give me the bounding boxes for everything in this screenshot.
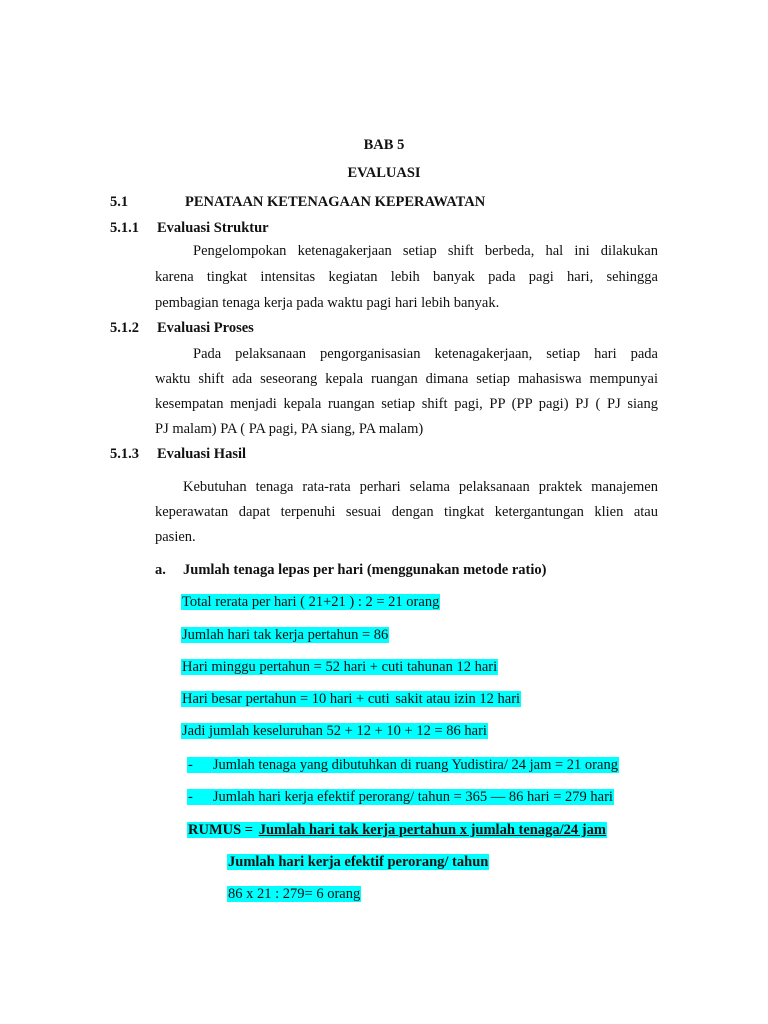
- calc-line: [181, 691, 521, 708]
- paragraph-line: kesempatan menjadi kepala ruangan setiap shift pagi, PP (PP pagi) PJ ( PJ siang: [155, 396, 658, 412]
- section-title: PENATAAN KETENAGAAN KEPERAWATAN: [185, 194, 486, 210]
- dash-bullet: -: [187, 789, 203, 805]
- highlighted-text: Total rerata per hari ( 21+21 ) : 2 = 21 orang: [182, 594, 440, 610]
- paragraph-line: pasien.: [155, 529, 196, 545]
- paragraph-line: karena tingkat intensitas kegiatan lebih banyak pada pagi hari, sehingga: [155, 269, 658, 285]
- calc-line: [181, 659, 498, 676]
- highlighted-text: sakit atau izin 12 hari: [395, 691, 521, 707]
- formula-denominator-line: [227, 854, 489, 871]
- formula-label: RUMUS =: [188, 822, 257, 838]
- highlighted-text: Hari besar pertahun = 10 hari + cuti: [182, 691, 394, 707]
- paragraph-line: Pada pelaksanaan pengorganisasian ketenagakerjaan, setiap hari pada: [193, 346, 658, 362]
- subsection-3-title: Evaluasi Hasil: [157, 446, 247, 462]
- formula-result: 86 x 21 : 279= 6 orang: [228, 886, 361, 902]
- paragraph-line: waktu shift ada seseorang kepala ruangan dimana setiap mahasiswa mempunyai: [155, 371, 658, 387]
- formula-line: [187, 822, 607, 839]
- bullet-line: [187, 757, 619, 774]
- list-marker: a.: [155, 562, 166, 578]
- highlighted-text: Jumlah hari tak kerja pertahun = 86: [182, 627, 389, 643]
- paragraph-line: keperawatan dapat terpenuhi sesuai dengan tingkat ketergantungan klien atau: [155, 504, 658, 520]
- paragraph-line: Pengelompokan ketenagakerjaan setiap shift berbeda, hal ini dilakukan: [193, 243, 658, 259]
- subsection-1-number: 5.1.1: [110, 220, 139, 236]
- subsection-2-number: 5.1.2: [110, 320, 139, 336]
- calc-line: [181, 723, 488, 740]
- subsection-3-number: 5.1.3: [110, 446, 139, 462]
- formula-numerator: Jumlah hari tak kerja pertahun x jumlah tenaga/24 jam: [258, 822, 606, 838]
- paragraph-line: pembagian tenaga kerja pada waktu pagi hari lebih banyak.: [155, 295, 500, 311]
- subsection-2-title: Evaluasi Proses: [157, 320, 254, 336]
- highlighted-text: Jadi jumlah keseluruhan 52 + 12 + 10 + 12 = 86 hari: [182, 723, 487, 739]
- formula-denominator: Jumlah hari kerja efektif perorang/ tahun: [228, 854, 489, 870]
- dash-bullet: -: [187, 757, 203, 773]
- calc-line: [181, 594, 440, 611]
- highlighted-text: Jumlah tenaga yang dibutuhkan di ruang Yudistira/ 24 jam = 21 orang: [203, 757, 619, 773]
- highlighted-text: Hari minggu pertahun = 52 hari + cuti tahunan 12 hari: [182, 659, 498, 675]
- calc-line: [181, 627, 389, 644]
- chapter-title: EVALUASI: [347, 165, 421, 181]
- highlighted-text: Jumlah hari kerja efektif perorang/ tahun = 365 — 86 hari = 279 hari: [203, 789, 614, 805]
- chapter-heading: BAB 5: [363, 137, 405, 153]
- bullet-line: [187, 789, 614, 806]
- section-number: 5.1: [110, 194, 129, 210]
- list-item-title: Jumlah tenaga lepas per hari (menggunakan metode ratio): [183, 562, 547, 578]
- paragraph-line: PJ malam) PA ( PA pagi, PA siang, PA malam): [155, 421, 424, 437]
- paragraph-line: Kebutuhan tenaga rata-rata perhari selama pelaksanaan praktek manajemen: [183, 479, 658, 495]
- result-line: [227, 886, 361, 903]
- subsection-1-title: Evaluasi Struktur: [157, 220, 269, 236]
